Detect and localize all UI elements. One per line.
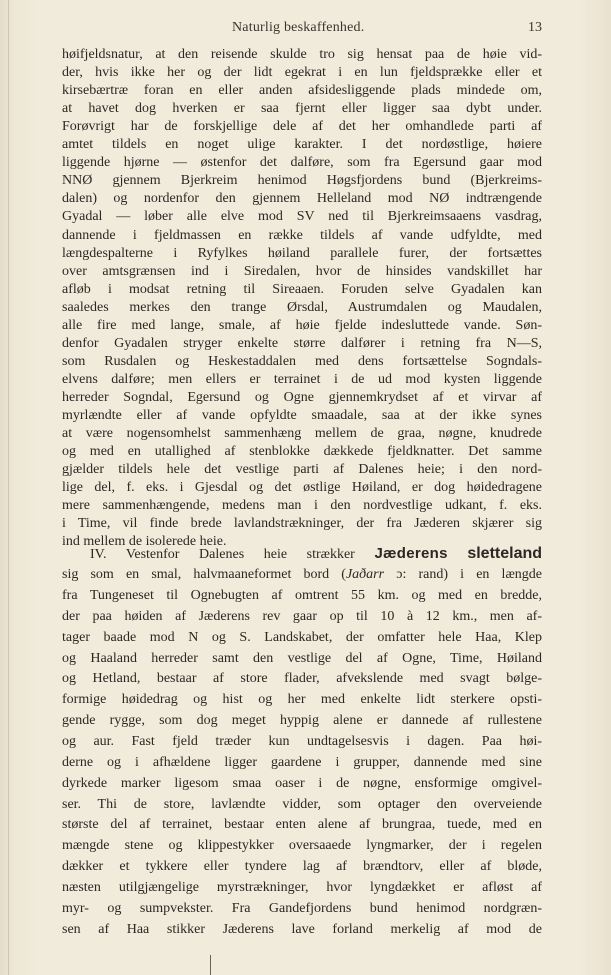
text-line: denfor Gyadalen stryger enkelte større dalfører i retning fra N—S, [62, 335, 542, 351]
text-line: saaledes merkes den trange Ørsdal, Austrumdalen og Maudalen, [62, 299, 542, 315]
text-line: længdespalterne i Ryfylkes høiland parallele furer, der fortsættes [62, 245, 542, 261]
text-line: næsten utilgjængelige myrstrækninger, hvor lyngdækket er afløst af [62, 879, 542, 895]
text-line: dannende i fjeldmassen en række tildels af vande udfyldte, med [62, 227, 542, 243]
text-line: Gyadal — løber alle elve mod SV ned til Bjerkreimsaaens vasdrag, [62, 209, 542, 225]
binding-gutter [8, 0, 9, 975]
text-line: mere sammenhængende, medens man i den nordvestlige udkant, f. eks. [62, 498, 542, 514]
text-line: fra Tungeneset til Ognebugten af omtrent 55 km. og med en bredde, [62, 588, 542, 603]
text-line: dækker et tykkere eller tyndere lag af brændtorv, eller af bløde, [62, 859, 542, 875]
section-line2-part-b: ɔ: rand) i en længde [384, 567, 542, 582]
text-line: Forøvrigt har de forskjellige dele af det her omhandlede parti af [62, 119, 542, 135]
text-line: at være nogensomhelst sammenhæng mellem de graa, nøgne, knudrede [62, 426, 542, 442]
section-line2-part-a: sig som en smal, halvmaaneformet bord ( [62, 567, 346, 582]
text-line: myr- og sumpvekster. Fra Gandefjordens bund henimod nordgræn- [62, 900, 542, 916]
page-edge-mark [210, 955, 211, 975]
text-line: derne og i afhældene ligger gaardene i grupper, dannende med sine [62, 754, 542, 770]
text-line: og aur. Fast fjeld træder kun undtagelsesvis i dagen. Paa høi- [62, 733, 542, 749]
text-line: alle fire med lange, smale, af høie fjelde indesluttede vande. Søn- [62, 317, 542, 333]
section-term-jaederens: Jæderens [374, 545, 448, 562]
section-iv-first-line [90, 545, 542, 563]
text-line: gjælder tildels hele det vestlige parti af Dalenes heie; i den nord- [62, 462, 542, 478]
text-line: i Time, vil finde brede lavlandstrækninger, der fra Jæderen skjærer sig [62, 516, 542, 532]
text-line: høifjeldsnatur, at den reisende skulde tro sig hensat paa de høie vid- [62, 47, 542, 62]
text-line: og med en utallighed af stenblokke dækkede fjeldknatter. Det samme [62, 444, 542, 460]
text-line: afløb i modsat retning til Sireaaen. Foruden selve Gyadalen kan [62, 281, 542, 297]
text-line: liggende hjørne — østenfor det dalføre, som fra Egersund gaar mod [62, 155, 542, 171]
text-line: ind mellem de isolerede heie. [62, 534, 227, 550]
text-line: amtet tildels en noget ulige karakter. I det nordøstlige, høiere [62, 137, 542, 153]
text-line: gende rygge, som dog meget hyppig alene er dannede af rullestene [62, 713, 542, 729]
text-line: formige høidedrag og hist og her med enkelte lidt sterkere opsti- [62, 692, 542, 708]
section-line2-italic: Jaðarr [345, 567, 385, 582]
text-line: over amtsgrænsen ind i Siredalen, hvor de hinsides vandskillet har [62, 263, 542, 279]
text-line: ser. Thi de store, lavlændte vidder, som optager den overveiende [62, 796, 542, 812]
text-line: og Hetland, bestaar af store flader, afvekslende med svagt bølge- [62, 671, 542, 687]
text-line: største del af terrainet, bestaar enten alene af brungraa, tuede, med en [62, 817, 542, 833]
text-line: sen af Haa stikker Jæderens lave forland merkelig af mod de [62, 921, 542, 937]
section-term-sletteland: sletteland [467, 545, 542, 562]
text-line: at havet dog hverken er saa fjernt eller ligger saa dybt under. [62, 101, 542, 117]
text-line: dyrkede marker ligesom smaa oaser i de nøgne, ensformige omgivel- [62, 775, 542, 791]
text-line: lige del, f. eks. i Gjesdal og det østlige Høiland, er dog høidedragene [62, 480, 542, 496]
text-line: der, hvis ikke her og der lidt egekrat i en lun fjeldsprække eller et [62, 65, 542, 81]
text-line: kirsebærtræ foran en eller anden afsidesliggende plads mindede om, [62, 83, 542, 99]
text-line: mængde stene og klippestykker oversaaede lyngmarker, der i regelen [62, 838, 542, 854]
section-iv-second-line [62, 566, 542, 584]
text-line: myrlændte eller af vande opfyldte smaadale, saa at der ikke synes [62, 408, 542, 423]
text-line: der paa høiden af Jæderens rev gaar op til 10 à 12 km., men af- [62, 608, 542, 624]
text-line: tager baade mod N og S. Landskabet, der omfatter hele Haa, Klep [62, 629, 542, 645]
section-number: IV. [90, 547, 107, 562]
text-line: herreder Sogndal, Egersund og Ogne gjennemkrydset af et virvar af [62, 389, 542, 405]
text-line: elvens dalføre; men ellers er terrainet i de ud mod kysten liggende [62, 371, 542, 387]
text-line: som Rusdalen og Heskestaddalen med dens fortsættelse Sogndals- [62, 353, 542, 369]
running-title: Naturlig beskaffenhed. [232, 20, 365, 35]
text-line: dalen) og nordenfor den gjennem Helleland mod NØ indtrængende [62, 191, 542, 207]
text-line: og Haaland herreder samt den vestlige del af Ogne, Time, Høiland [62, 650, 542, 666]
section-lead: Vestenfor Dalenes heie strækker [125, 547, 355, 562]
text-line: NNØ gjennem Bjerkreim henimod Høgsfjordens bund (Bjerkreims- [62, 173, 542, 189]
page-number: 13 [528, 20, 542, 35]
